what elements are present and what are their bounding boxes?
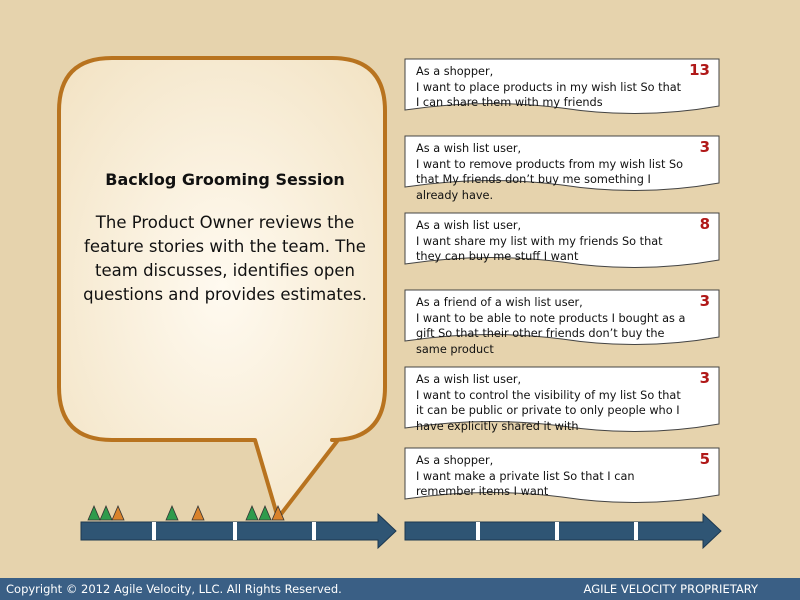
story-points: 3 <box>699 138 710 156</box>
green-marker <box>259 506 271 520</box>
orange-marker <box>192 506 204 520</box>
bubble-body: The Product Owner reviews the feature stories with the team. The team discusses, identifies open questions and provides estimates. <box>83 213 367 304</box>
copyright-text: Copyright © 2012 Agile Velocity, LLC. All Rights Reserved. <box>6 582 342 596</box>
story-text: As a wish list user, I want share my list with my friends So that they can buy me stuff I want <box>416 219 663 263</box>
orange-marker <box>272 506 284 520</box>
iteration-divider <box>555 522 559 540</box>
story-points: 3 <box>699 369 710 387</box>
iteration-divider <box>233 522 237 540</box>
bubble-title: Backlog Grooming Session <box>105 170 345 189</box>
story-text: As a shopper, I want make a private list So that I can remember items I want <box>416 454 635 498</box>
story-text: As a wish list user, I want to control the visibility of my list So that it can be public or private to only people who I have explicitly shared it with <box>416 373 681 433</box>
timeline-arrow-right <box>405 514 721 548</box>
story-points: 3 <box>699 292 710 310</box>
iteration-divider <box>152 522 156 540</box>
timeline-arrow-left <box>81 514 396 548</box>
green-marker <box>88 506 100 520</box>
green-marker <box>100 506 112 520</box>
story-points: 13 <box>689 61 710 79</box>
proprietary-label: AGILE VELOCITY PROPRIETARY <box>583 582 758 596</box>
story-text: As a shopper, I want to place products in my wish list So that I can share them with my friends <box>416 65 682 109</box>
story-points: 5 <box>699 450 710 468</box>
green-marker <box>166 506 178 520</box>
iteration-divider <box>476 522 480 540</box>
story-text: As a friend of a wish list user, I want to be able to note products I bought as a gift So that their other friends don’t buy the same product <box>416 296 686 356</box>
iteration-divider <box>634 522 638 540</box>
story-text: As a wish list user, I want to remove products from my wish list So that My friends don’t buy me something I already have. <box>416 142 684 202</box>
footer-bar <box>0 578 800 600</box>
story-points: 8 <box>699 215 710 233</box>
orange-marker <box>112 506 124 520</box>
green-marker <box>246 506 258 520</box>
iteration-divider <box>312 522 316 540</box>
